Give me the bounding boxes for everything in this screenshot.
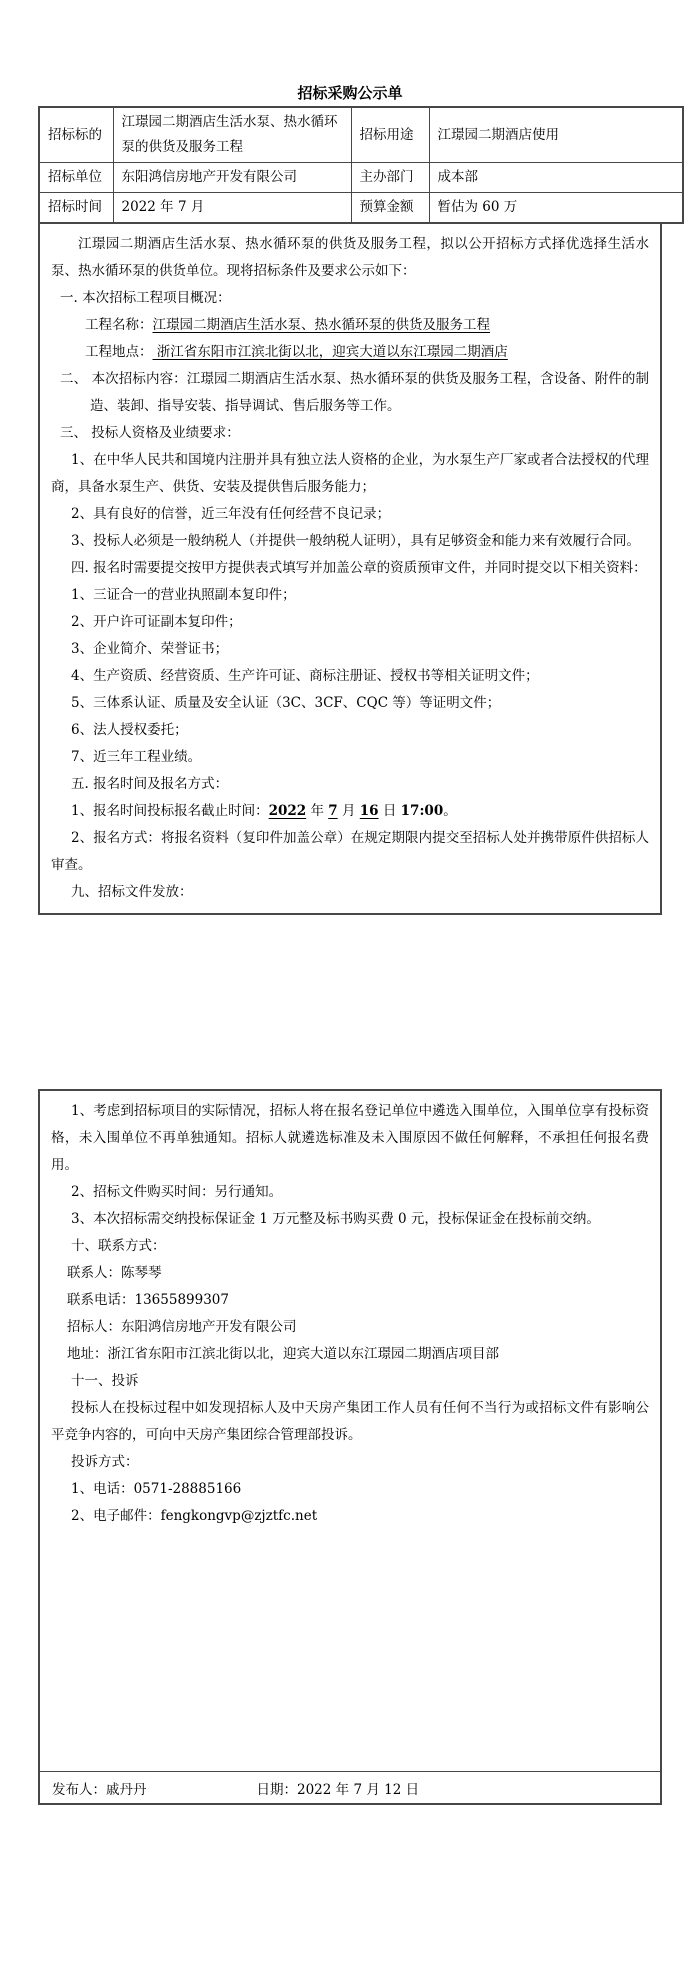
text-segment: 工程名称：: [85, 317, 153, 333]
text-segment: 2、招标文件购买时间：另行通知。: [71, 1184, 283, 1200]
paragraph-line: [51, 744, 649, 771]
field-value-bid-subject: 江璟园二期酒店生活水泵、热水循环泵的供货及服务工程: [113, 107, 351, 163]
page1-text: [40, 224, 660, 913]
page-title: 招标采购公示单: [297, 84, 403, 102]
page2-text: [40, 1091, 660, 1537]
text-segment: 十、联系方式：: [71, 1238, 166, 1254]
text-segment: 3、本次招标需交纳投标保证金 1 万元整及标书购买费 0 元，投标保证金在投标前交纳。: [71, 1211, 600, 1227]
field-value-host-dept: 成本部: [429, 163, 683, 193]
table-row: [39, 163, 683, 193]
paragraph-line: [51, 1260, 649, 1287]
paragraph-line: [51, 528, 649, 555]
text-segment: 1、三证合一的营业执照副本复印件；: [71, 587, 296, 603]
text-segment: 7: [328, 803, 338, 819]
text-segment: 年: [306, 803, 329, 819]
paragraph-line: [51, 1395, 649, 1449]
text-segment: 。: [443, 803, 457, 819]
text-segment: 二、 本次招标内容：江璟园二期酒店生活水泵、热水循环泵的供货及服务工程，含设备、附件的制造、装卸、指导安装、指导调试、售后服务等工作。: [60, 371, 649, 414]
paragraph-line: [51, 339, 649, 366]
text-segment: 一. 本次招标工程项目概况：: [60, 290, 231, 306]
text-segment: 3、投标人必须是一般纳税人（并提供一般纳税人证明），具有足够资金和能力来有效履行合同。: [71, 533, 640, 549]
table-row: [39, 107, 683, 163]
paragraph-line: [51, 609, 649, 636]
notice-body-page1: [38, 224, 662, 915]
publisher-name: 发布人：戚丹丹: [52, 1781, 147, 1798]
paragraph-line: [51, 1341, 649, 1368]
text-segment: 三、 投标人资格及业绩要求：: [60, 425, 240, 441]
text-segment: 1、电话：0571-28885166: [71, 1481, 242, 1497]
blank-space: [40, 1537, 660, 1771]
text-segment: 浙江省东阳市江滨北街以北，迎宾大道以东江璟园二期酒店: [152, 344, 508, 360]
paragraph-line: [51, 312, 649, 339]
paragraph-line: [51, 1449, 649, 1476]
paragraph-line: [51, 366, 649, 420]
text-segment: 工程地点：: [85, 344, 153, 360]
table-row: [39, 193, 683, 224]
paragraph-line: [51, 1503, 649, 1530]
text-segment: 招标人：东阳鸿信房地产开发有限公司: [67, 1319, 297, 1335]
paragraph-line: [51, 231, 649, 285]
paragraph-line: [51, 1476, 649, 1503]
text-segment: 月: [337, 803, 360, 819]
paragraph-line: [51, 717, 649, 744]
text-segment: 九、招标文件发放：: [71, 884, 193, 900]
info-table: [38, 106, 684, 224]
text-segment: 投诉方式：: [71, 1454, 139, 1470]
field-label-host-dept: 主办部门: [351, 163, 429, 193]
paragraph-line: [51, 1206, 649, 1233]
paragraph-line: [51, 501, 649, 528]
text-segment: 地址：浙江省东阳市江滨北街以北，迎宾大道以东江璟园二期酒店项目部: [67, 1346, 499, 1362]
paragraph-line: [51, 582, 649, 609]
paragraph-line: [51, 447, 649, 501]
paragraph-line: [51, 825, 649, 879]
field-label-bid-purpose: 招标用途: [351, 107, 429, 163]
text-segment: 2、报名方式：将报名资料（复印件加盖公章）在规定期限内提交至招标人处并携带原件供招标人审查。: [51, 830, 649, 873]
text-segment: 2、具有良好的信誉，近三年没有任何经营不良记录；: [71, 506, 391, 522]
text-segment: 16: [359, 803, 379, 819]
field-value-bid-unit: 东阳鸿信房地产开发有限公司: [113, 163, 351, 193]
text-segment: 江璟园二期酒店生活水泵、热水循环泵的供货及服务工程，拟以公开招标方式择优选择生活水泵、热水循环泵的供货单位。现将招标条件及要求公示如下：: [51, 236, 649, 279]
field-value-bid-purpose: 江璟园二期酒店使用: [429, 107, 683, 163]
field-value-budget: 暂估为 60 万: [429, 193, 683, 224]
notice-body-page2: [38, 1089, 662, 1805]
text-segment: 3、企业简介、荣誉证书；: [71, 641, 229, 657]
footer-row: [40, 1771, 660, 1803]
text-segment: 投标人在投标过程中如发现招标人及中天房产集团工作人员有任何不当行为或招标文件有影响公平竞争内容的，可向中天房产集团综合管理部投诉。: [51, 1400, 649, 1443]
paragraph-line: [51, 1233, 649, 1260]
paragraph-line: [51, 285, 649, 312]
paragraph-line: [51, 1098, 649, 1179]
text-segment: 2、开户许可证副本复印件；: [71, 614, 242, 630]
paragraph-line: [51, 798, 649, 825]
text-segment: 5、三体系认证、质量及安全认证（3C、3CF、CQC 等）等证明文件；: [71, 695, 501, 711]
field-label-bid-unit: 招标单位: [39, 163, 113, 193]
text-segment: 1、报名时间投标报名截止时间：: [71, 803, 269, 819]
text-segment: 五. 报名时间及报名方式：: [71, 776, 229, 792]
text-segment: 4、生产资质、经营资质、生产许可证、商标注册证、授权书等相关证明文件；: [71, 668, 539, 684]
text-segment: 1、在中华人民共和国境内注册并具有独立法人资格的企业，为水泵生产厂家或者合法授权的代理商，具备水泵生产、供货、安装及提供售后服务能力；: [51, 452, 649, 495]
text-segment: 江璟园二期酒店生活水泵、热水循环泵的供货及服务工程: [152, 317, 490, 333]
text-segment: 日: [378, 803, 401, 819]
paragraph-line: [51, 663, 649, 690]
paragraph-line: [51, 879, 649, 906]
paragraph-line: [51, 1314, 649, 1341]
text-segment: 十一、投诉: [71, 1373, 139, 1389]
paragraph-line: [51, 420, 649, 447]
paragraph-line: [51, 636, 649, 663]
text-segment: 联系电话：13655899307: [67, 1292, 229, 1308]
publish-date: 日期：2022 年 7 月 12 日: [256, 1781, 420, 1798]
field-label-bid-time: 招标时间: [39, 193, 113, 224]
text-segment: 2022: [268, 803, 307, 819]
field-label-bid-subject: 招标标的: [39, 107, 113, 163]
text-segment: 1、考虑到招标项目的实际情况，招标人将在报名登记单位中遴选入围单位，入围单位享有投标资格，未入围单位不再单独通知。招标人就遴选标准及未入围原因不做任何解释，不承担任何报名费用。: [51, 1103, 649, 1173]
paragraph-line: [51, 555, 649, 582]
text-segment: 四. 报名时需要提交按甲方提供表式填写并加盖公章的资质预审文件，并同时提交以下相关资料：: [71, 560, 647, 576]
paragraph-line: [51, 690, 649, 717]
paragraph-line: [51, 1368, 649, 1395]
paragraph-line: [51, 1179, 649, 1206]
paragraph-line: [51, 1287, 649, 1314]
text-segment: 联系人：陈琴琴: [67, 1265, 162, 1281]
text-segment: 6、法人授权委托；: [71, 722, 188, 738]
text-segment: 2、电子邮件：fengkongvp@zjztfc.net: [71, 1508, 318, 1524]
text-segment: 17:00: [400, 803, 444, 819]
text-segment: 7、近三年工程业绩。: [71, 749, 202, 765]
field-value-bid-time: 2022 年 7 月: [113, 193, 351, 224]
paragraph-line: [51, 771, 649, 798]
field-label-budget: 预算金额: [351, 193, 429, 224]
